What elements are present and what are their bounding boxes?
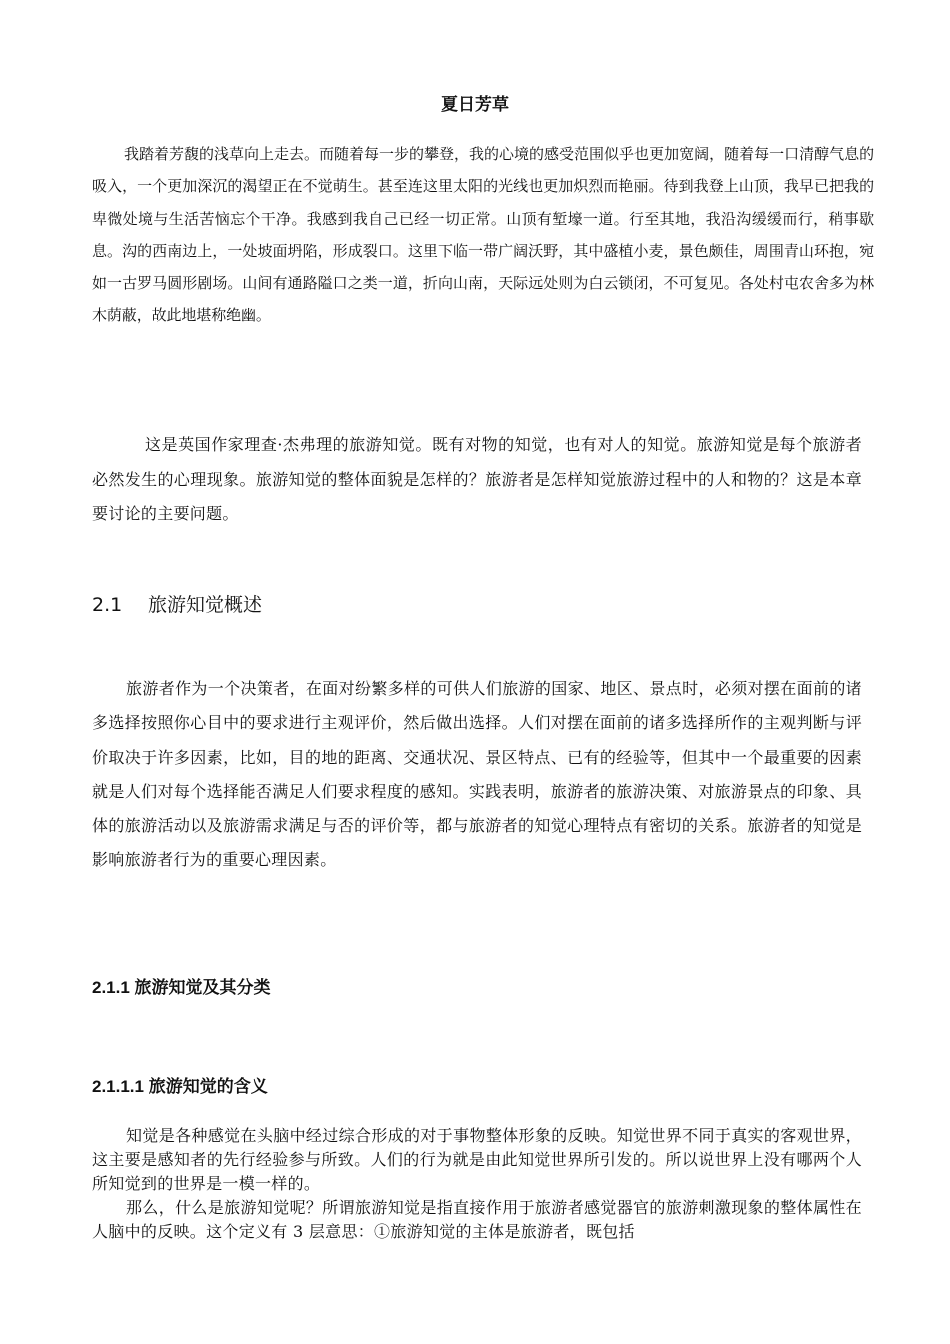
section-body-paragraph: 旅游者作为一个决策者，在面对纷繁多样的可供人们旅游的国家、地区、景点时，必须对摆在面前的诸多选择按照你心目中的要求进行主观评价，然后做出选择。人们对摆在面前的诸多选择所作的主观判断与评价取决于许多因素，比如，目的地的距离、交通状况、景区特点、已有的经验等，但其中一个最重要的因素就是人们对每个选择能否满足人们要求程度的感知。实践表明，旅游者的旅游决策、对旅游景点的印象、具体的旅游活动以及旅游需求满足与否的评价等，都与旅游者的知觉心理特点有密切的关系。旅游者的知觉是影响旅游者行为的重要心理因素。 [92,679,862,870]
subsubsection-heading: 2.1.1.1 旅游知觉的含义 [92,1077,268,1096]
definition-paragraph: 知觉是各种感觉在头脑中经过综合形成的对于事物整体形象的反映。知觉世界不同于真实的客观世界，这主要是感知者的先行经验参与所致。人们的行为就是由此知觉世界所引发的。所以说世界上没有哪两个人所知觉到的世界是一模一样的。 [92,1126,862,1193]
section-heading [92,590,262,617]
intro-paragraph: 这是英国作家理查·杰弗理的旅游知觉。既有对物的知觉，也有对人的知觉。旅游知觉是每个旅游者必然发生的心理现象。旅游知觉的整体面貌是怎样的？旅游者是怎样知觉旅游过程中的人和物的？这是本章要讨论的主要问题。 [92,435,862,523]
tourism-perception-paragraph: 那么，什么是旅游知觉呢？所谓旅游知觉是指直接作用于旅游者感觉器官的旅游刺激现象的整体属性在人脑中的反映。这个定义有 3 层意思：①旅游知觉的主体是旅游者，既包括 [92,1198,862,1241]
document-title: 夏日芳草 [441,95,509,114]
quote-paragraph: 我踏着芳馥的浅草向上走去。而随着每一步的攀登，我的心境的感受范围似乎也更加宽阔，随着每一口清醇气息的吸入，一个更加深沉的渴望正在不觉萌生。甚至连这里太阳的光线也更加炽烈而艳丽。待到我登上山顶，我早已把我的卑微处境与生活苦恼忘个干净。我感到我自己已经一切正常。山顶有堑壕一道。行至其地，我沿沟缓缓而行，稍事歇息。沟的西南边上，一处坡面坍陷，形成裂口。这里下临一带广阔沃野，其中盛植小麦，景色颇佳，周围青山环抱，宛如一古罗马圆形剧场。山间有通路隘口之类一道，折向山南，天际远处则为白云锁闭，不可复见。各处村屯农舍多为林木荫蔽，故此地堪称绝幽。 [92,145,874,325]
section-number: 2.1 [92,594,123,616]
section-title: 旅游知觉概述 [148,594,263,616]
subsection-heading: 2.1.1 旅游知觉及其分类 [92,978,271,997]
